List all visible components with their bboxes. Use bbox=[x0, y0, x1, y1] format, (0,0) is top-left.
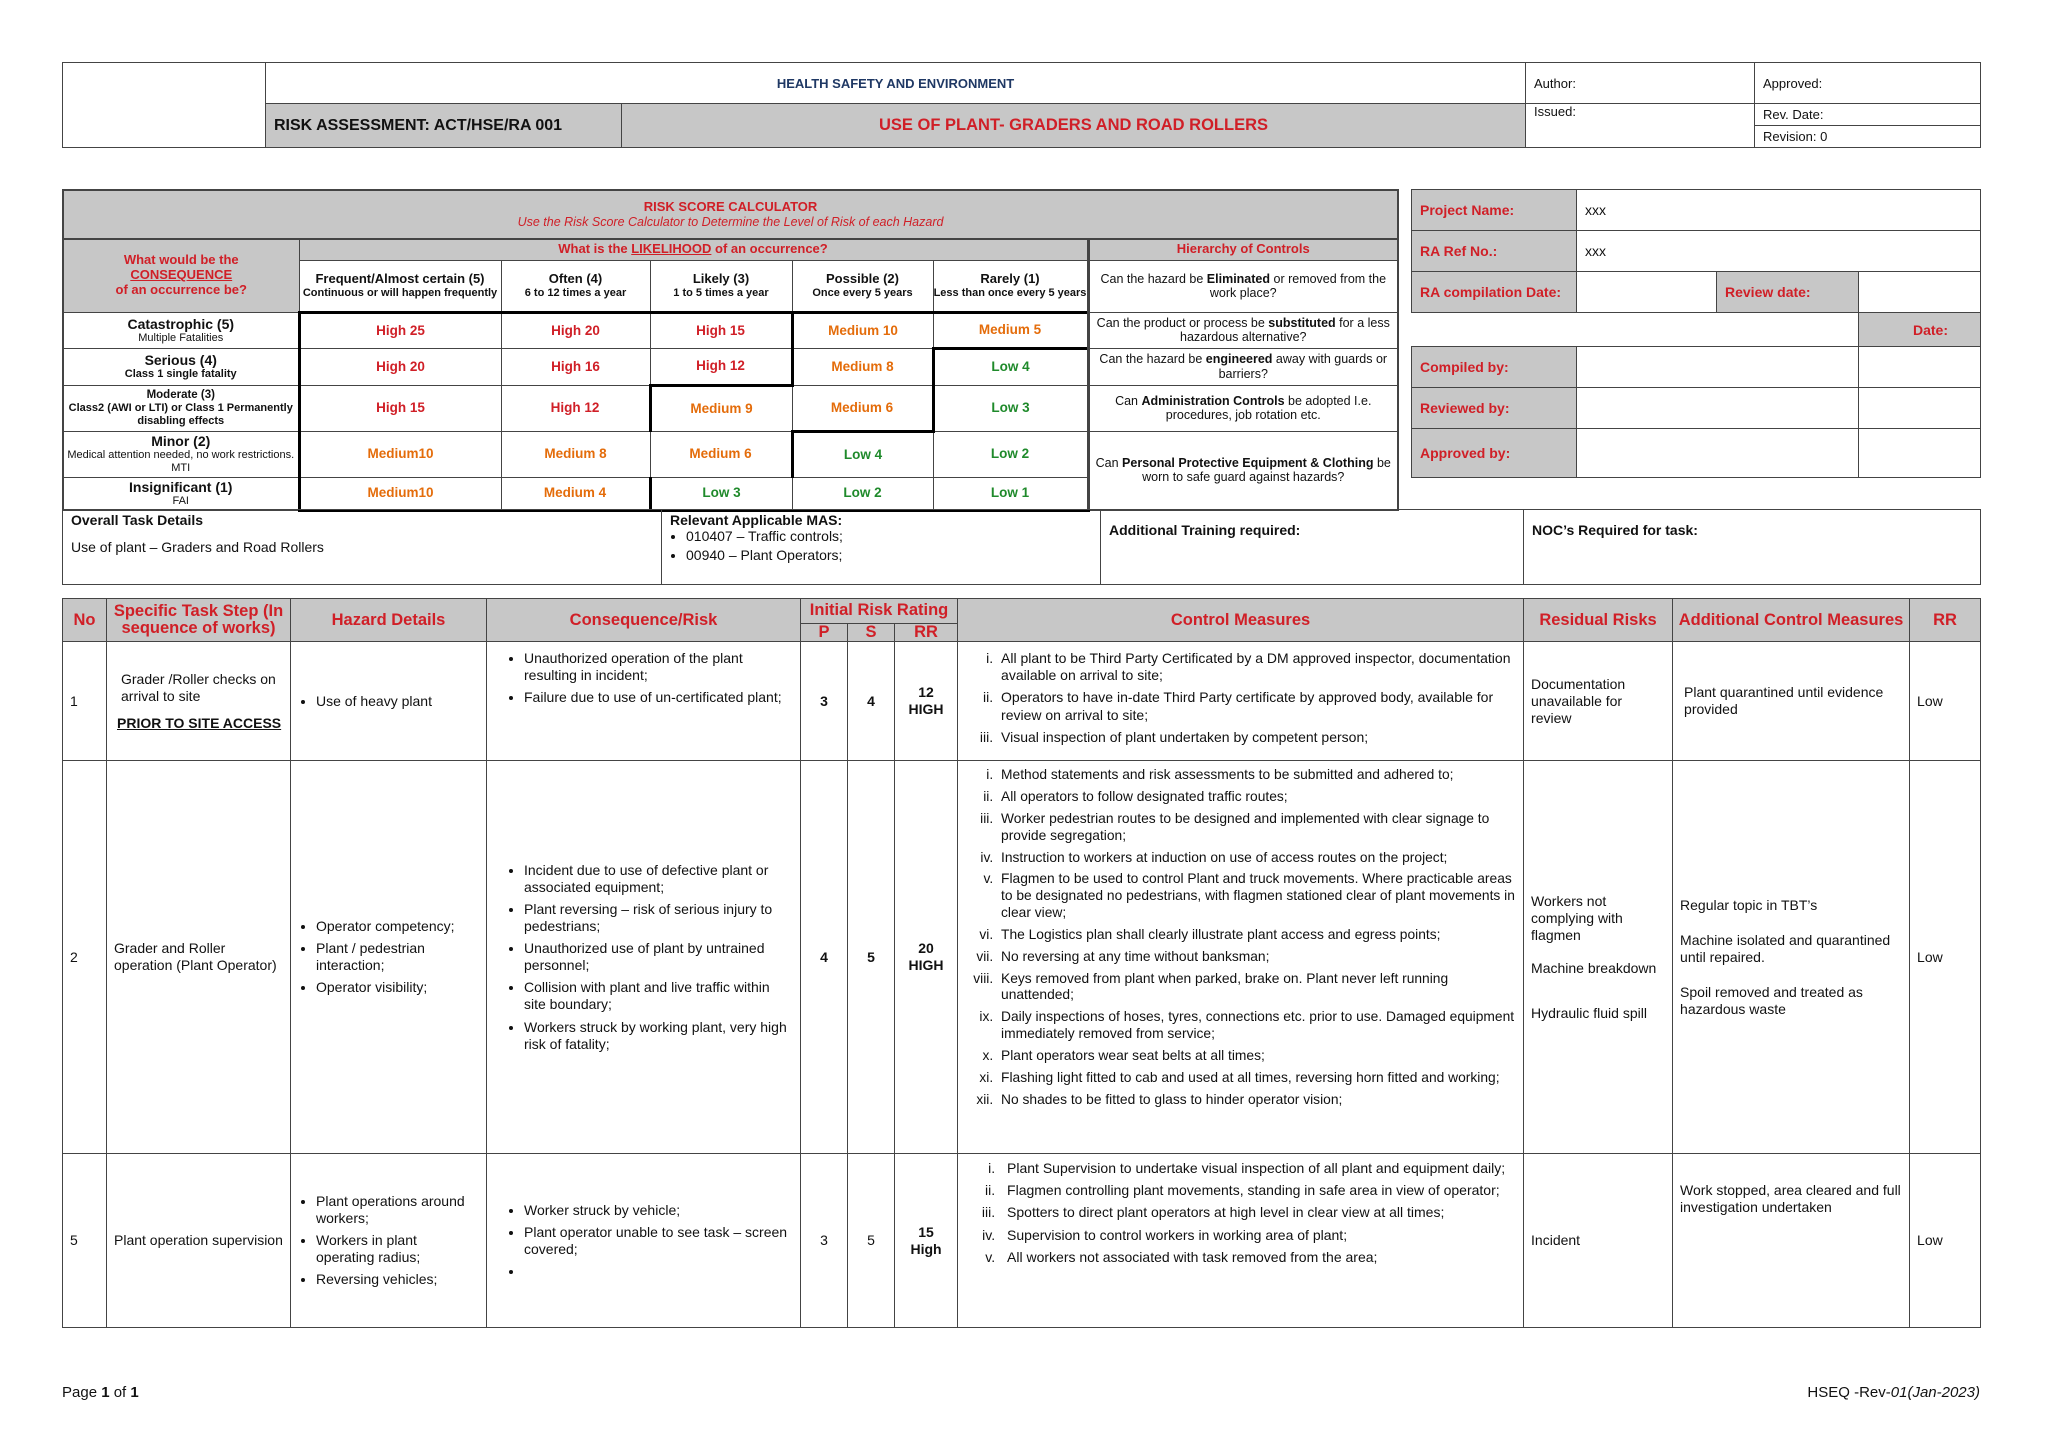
likelihood-name: Likely (3) bbox=[692, 270, 750, 286]
severity-desc: Multiple Fatalities bbox=[138, 331, 224, 344]
residual-rating: Low bbox=[1910, 761, 1981, 1154]
consequence-list bbox=[494, 862, 793, 1053]
mas-list bbox=[670, 528, 1092, 563]
control-item: iv. Supervision to control workers in working area of plant; bbox=[999, 1227, 1516, 1244]
doc-ref-prefix: HSEQ -Rev- bbox=[1807, 1384, 1891, 1401]
severity-name: Serious (4) bbox=[144, 352, 217, 369]
logo-box bbox=[63, 63, 266, 148]
additional-item: Spoil removed and treated as hazardous waste bbox=[1680, 983, 1863, 1017]
severity-desc: Class 1 single fatality bbox=[124, 368, 237, 381]
additional-item: Machine isolated and quarantined until repaired. bbox=[1680, 931, 1891, 965]
training-label: Additional Training required: bbox=[1109, 522, 1301, 538]
document-revision-ref bbox=[1807, 1384, 1980, 1401]
probability-score: 3 bbox=[801, 1154, 848, 1328]
matrix-cell: Medium 10 bbox=[792, 312, 933, 348]
severity-row-label bbox=[63, 431, 299, 477]
row-number: 1 bbox=[63, 642, 107, 761]
approved-field: Approved: bbox=[1755, 63, 1981, 104]
matrix-cell: High 16 bbox=[501, 348, 650, 385]
hierarchy-eliminate bbox=[1088, 260, 1398, 312]
hierarchy-text: be adopted I.e. procedures, job rotation etc. bbox=[1165, 393, 1372, 422]
severity-desc: FAI bbox=[172, 494, 189, 507]
additional-controls bbox=[1673, 761, 1910, 1154]
residual-rating: Low bbox=[1910, 642, 1981, 761]
calculator-title: RISK SCORE CALCULATOR bbox=[643, 198, 818, 214]
task-step-text: Plant operation supervision bbox=[114, 1232, 283, 1249]
consequence-question-keyword: CONSEQUENCE bbox=[130, 267, 233, 283]
control-item: i. All plant to be Third Party Certificated by a DM approved inspector, documentation available on arrival to site; bbox=[997, 650, 1516, 684]
severity-desc: Medical attention needed, no work restrictions. MTI bbox=[67, 449, 295, 475]
overall-task-text: Use of plant – Graders and Road Rollers bbox=[71, 539, 324, 555]
control-item: i. Plant Supervision to undertake visual inspection of all plant and equipment daily; bbox=[999, 1160, 1516, 1177]
hazard-item: • Operator visibility; bbox=[316, 979, 479, 996]
calculator-subtitle: Use the Risk Score Calculator to Determine the Level of Risk of each Hazard bbox=[517, 214, 944, 229]
control-item: vi. The Logistics plan shall clearly illustrate plant access and egress points; bbox=[997, 927, 1516, 944]
additional-controls bbox=[1673, 642, 1910, 761]
severity-score: 5 bbox=[848, 1154, 895, 1328]
hierarchy-text: or removed from the work place? bbox=[1209, 271, 1387, 300]
document-header bbox=[62, 62, 1981, 148]
training-cell bbox=[1101, 510, 1524, 585]
hierarchy-text: Can bbox=[1115, 393, 1142, 408]
mas-item: • 010407 – Traffic controls; bbox=[686, 528, 1092, 544]
review-date-value bbox=[1859, 272, 1981, 313]
control-item: ii. All operators to follow designated traffic routes; bbox=[997, 789, 1516, 806]
probability-score: 3 bbox=[801, 642, 848, 761]
matrix-cell: Medium10 bbox=[299, 477, 501, 510]
revision-field: Revision: 0 bbox=[1755, 126, 1981, 148]
consequence-item: • Plant operator unable to see task – screen covered; bbox=[524, 1224, 793, 1258]
hazard-item: • Workers in plant operating radius; bbox=[316, 1232, 479, 1266]
hierarchy-keyword: Administration Controls bbox=[1141, 393, 1285, 408]
hierarchy-text: Can bbox=[1095, 455, 1123, 470]
likelihood-desc: Less than once every 5 years bbox=[933, 286, 1087, 299]
noc-label: NOC’s Required for task: bbox=[1532, 522, 1698, 538]
overall-task-label: Overall Task Details bbox=[71, 512, 204, 528]
initial-risk-level: HIGH bbox=[908, 957, 944, 974]
matrix-cell: Medium 8 bbox=[792, 348, 933, 385]
consequence-item: • Worker struck by vehicle; bbox=[524, 1202, 793, 1219]
initial-risk-rating bbox=[895, 761, 958, 1154]
matrix-cell: Medium 8 bbox=[501, 431, 650, 477]
hazard-list bbox=[298, 693, 479, 710]
consequence-risk bbox=[487, 642, 801, 761]
control-item: iii. Spotters to direct plant operators at high level in clear view at all times; bbox=[999, 1204, 1516, 1221]
likelihood-question-post: of an occurrence? bbox=[711, 241, 828, 257]
residual-item: Documentation unavailable for review bbox=[1531, 675, 1626, 726]
page-total: 1 bbox=[130, 1384, 139, 1401]
consequence-item: • Collision with plant and live traffic within site boundary; bbox=[524, 979, 793, 1013]
ra-number: RISK ASSESSMENT: ACT/HSE/RA 001 bbox=[266, 104, 622, 148]
matrix-cell: High 20 bbox=[501, 312, 650, 348]
consequence-question-line3: of an occurrence be? bbox=[115, 282, 247, 298]
control-item: ii. Operators to have in-date Third Party certificate by approved body, available for review on arrival to site; bbox=[997, 689, 1516, 723]
control-item: x. Plant operators wear seat belts at all times; bbox=[997, 1048, 1516, 1065]
col-header-residual: Residual Risks bbox=[1524, 599, 1673, 642]
row-number: 2 bbox=[63, 761, 107, 1154]
residual-item: Hydraulic fluid spill bbox=[1531, 1004, 1647, 1021]
matrix-cell: Medium 9 bbox=[650, 385, 792, 431]
matrix-cell: High 12 bbox=[501, 385, 650, 431]
consequence-item: • Workers struck by working plant, very high risk of fatality; bbox=[524, 1019, 793, 1053]
matrix-cell: Medium 6 bbox=[792, 385, 933, 431]
matrix-cell: High 12 bbox=[650, 348, 792, 385]
task-step-text: Grader and Roller operation (Plant Operator) bbox=[114, 940, 277, 974]
initial-risk-level: HIGH bbox=[908, 701, 944, 718]
risk-score-calculator bbox=[62, 189, 1399, 512]
control-list bbox=[965, 767, 1516, 1108]
residual-risks bbox=[1524, 1154, 1673, 1328]
residual-risks bbox=[1524, 642, 1673, 761]
date-label: Date: bbox=[1859, 313, 1981, 347]
control-item: ix. Daily inspections of hoses, tyres, connections etc. prior to use. Damaged equipment immediately removed from service; bbox=[997, 1009, 1516, 1043]
col-header-initial-risk: Initial Risk Rating bbox=[801, 599, 958, 624]
ra-ref-value: xxx bbox=[1577, 231, 1981, 272]
hazard-details bbox=[291, 761, 487, 1154]
hazard-item: • Use of heavy plant bbox=[316, 693, 479, 710]
task-step-subtitle: PRIOR TO SITE ACCESS bbox=[117, 714, 282, 731]
col-header-hazard: Hazard Details bbox=[291, 599, 487, 642]
consequence-question-line1: What would be the bbox=[123, 252, 239, 268]
severity-row-label bbox=[63, 385, 299, 431]
compiled-by-value bbox=[1577, 347, 1859, 388]
likelihood-header bbox=[650, 260, 792, 312]
likelihood-header bbox=[933, 260, 1088, 312]
severity-desc: Class2 (AWI or LTI) or Class 1 Permanently disabling effects bbox=[68, 401, 293, 427]
matrix-cell: Medium10 bbox=[299, 431, 501, 477]
likelihood-header bbox=[299, 260, 501, 312]
task-step bbox=[107, 1154, 291, 1328]
consequence-item: • Failure due to use of un-certificated plant; bbox=[524, 689, 793, 706]
residual-item: Machine breakdown bbox=[1531, 959, 1657, 976]
matrix-cell: High 15 bbox=[650, 312, 792, 348]
task-step bbox=[107, 761, 291, 1154]
col-header-additional: Additional Control Measures bbox=[1673, 599, 1910, 642]
hierarchy-text: Can the product or process be bbox=[1096, 315, 1269, 330]
hazard-list bbox=[298, 918, 479, 996]
matrix-cell: Low 2 bbox=[792, 477, 933, 510]
likelihood-question-pre: What is the bbox=[558, 241, 632, 257]
control-item: iii. Visual inspection of plant undertaken by competent person; bbox=[997, 729, 1516, 746]
mas-item: • 00940 – Plant Operators; bbox=[686, 547, 1092, 563]
matrix-cell: Medium 6 bbox=[650, 431, 792, 477]
consequence-risk bbox=[487, 761, 801, 1154]
severity-row-label bbox=[63, 348, 299, 385]
mas-cell bbox=[662, 510, 1101, 585]
additional-controls bbox=[1673, 1154, 1910, 1328]
severity-score: 5 bbox=[848, 761, 895, 1154]
severity-name: Moderate (3) bbox=[146, 388, 215, 401]
control-item: v. Flagmen to be used to control Plant and truck movements. Where practicable areas to be designated no pedestrians, with flagmen stationed clear of plant movements in clear view; bbox=[997, 871, 1516, 921]
likelihood-name: Rarely (1) bbox=[980, 270, 1040, 286]
page-number bbox=[62, 1384, 139, 1401]
consequence-question bbox=[63, 239, 299, 312]
likelihood-header bbox=[501, 260, 650, 312]
likelihood-question-keyword: LIKELIHOOD bbox=[631, 241, 712, 257]
control-measures bbox=[958, 761, 1524, 1154]
consequence-list bbox=[494, 650, 793, 706]
table-row bbox=[63, 642, 1981, 761]
hazard-item: • Reversing vehicles; bbox=[316, 1271, 479, 1288]
control-measures bbox=[958, 642, 1524, 761]
hierarchy-engineer bbox=[1088, 348, 1398, 385]
initial-risk-number: 15 bbox=[918, 1223, 934, 1240]
matrix-cell: Low 3 bbox=[650, 477, 792, 510]
document-title: USE OF PLANT- GRADERS AND ROAD ROLLERS bbox=[622, 104, 1526, 148]
hazard-item: • Plant operations around workers; bbox=[316, 1193, 479, 1227]
consequence-item: • Unauthorized use of plant by untrained personnel; bbox=[524, 940, 793, 974]
compiled-by-label: Compiled by: bbox=[1412, 347, 1577, 388]
page-current: 1 bbox=[101, 1384, 110, 1401]
severity-row-label bbox=[63, 312, 299, 348]
col-header-consequence: Consequence/Risk bbox=[487, 599, 801, 642]
likelihood-desc: Continuous or will happen frequently bbox=[302, 286, 498, 299]
severity-name: Insignificant (1) bbox=[129, 478, 233, 495]
approved-date-value bbox=[1859, 429, 1981, 478]
additional-item: Plant quarantined until evidence provided bbox=[1684, 684, 1884, 718]
doc-ref-date: 01(Jan-2023) bbox=[1890, 1384, 1980, 1401]
project-name-label: Project Name: bbox=[1412, 190, 1577, 231]
compilation-date-value bbox=[1577, 272, 1717, 313]
hierarchy-ppe bbox=[1088, 431, 1398, 510]
col-header-step: Specific Task Step (In sequence of works) bbox=[107, 599, 291, 642]
blank-cell bbox=[1412, 313, 1859, 347]
likelihood-name: Often (4) bbox=[548, 270, 603, 286]
likelihood-desc: 6 to 12 times a year bbox=[524, 286, 627, 299]
review-date-label: Review date: bbox=[1717, 272, 1859, 313]
likelihood-name: Possible (2) bbox=[826, 270, 899, 286]
matrix-cell: Low 3 bbox=[933, 385, 1088, 431]
hierarchy-text: be worn to safe guard against hazards? bbox=[1142, 455, 1391, 485]
rev-date-field: Rev. Date: bbox=[1755, 104, 1981, 126]
approved-by-label: Approved by: bbox=[1412, 429, 1577, 478]
consequence-list bbox=[494, 1202, 793, 1280]
risk-assessment-table bbox=[62, 598, 1981, 1328]
severity-row-label bbox=[63, 477, 299, 510]
reviewed-by-value bbox=[1577, 388, 1859, 429]
consequence-risk bbox=[487, 1154, 801, 1328]
task-step bbox=[107, 642, 291, 761]
initial-risk-number: 12 bbox=[918, 684, 934, 701]
severity-name: Minor (2) bbox=[151, 433, 211, 450]
mas-label: Relevant Applicable MAS: bbox=[670, 512, 843, 528]
control-item: i. Method statements and risk assessments to be submitted and adhered to; bbox=[997, 767, 1516, 784]
matrix-cell: High 15 bbox=[299, 385, 501, 431]
consequence-item: • Plant reversing – risk of serious injury to pedestrians; bbox=[524, 901, 793, 935]
initial-risk-rating bbox=[895, 1154, 958, 1328]
matrix-cell: Low 4 bbox=[933, 348, 1088, 385]
col-header-control: Control Measures bbox=[958, 599, 1524, 642]
ra-ref-label: RA Ref No.: bbox=[1412, 231, 1577, 272]
matrix-cell: Medium 5 bbox=[933, 312, 1088, 348]
hazard-item: • Operator competency; bbox=[316, 918, 479, 935]
issued-field: Issued: bbox=[1526, 104, 1755, 148]
hazard-item: • Plant / pedestrian interaction; bbox=[316, 940, 479, 974]
control-measures bbox=[958, 1154, 1524, 1328]
hierarchy-text: Can the hazard be bbox=[1099, 352, 1206, 367]
control-item: viii. Keys removed from plant when parked, brake on. Plant never left running unattended; bbox=[997, 971, 1516, 1005]
probability-score: 4 bbox=[801, 761, 848, 1154]
matrix-cell: Low 4 bbox=[792, 431, 933, 477]
task-step-text: Grader /Roller checks on arrival to site bbox=[121, 670, 276, 704]
control-list bbox=[965, 650, 1516, 745]
calculator-title-bar bbox=[63, 190, 1398, 239]
likelihood-question bbox=[299, 239, 1088, 260]
page-of: of bbox=[109, 1384, 131, 1401]
initial-risk-number: 20 bbox=[918, 940, 934, 957]
project-info bbox=[1411, 189, 1981, 478]
table-row bbox=[63, 1154, 1981, 1328]
residual-item: Incident bbox=[1531, 1232, 1581, 1249]
col-header-no: No bbox=[63, 599, 107, 642]
consequence-item: • Incident due to use of defective plant or associated equipment; bbox=[524, 862, 793, 896]
initial-risk-level: High bbox=[910, 1240, 942, 1257]
likelihood-desc: Once every 5 years bbox=[812, 286, 913, 299]
hierarchy-administration bbox=[1088, 385, 1398, 431]
residual-rating: Low bbox=[1910, 1154, 1981, 1328]
noc-cell bbox=[1524, 510, 1981, 585]
hierarchy-title: Hierarchy of Controls bbox=[1088, 239, 1398, 260]
row-number: 5 bbox=[63, 1154, 107, 1328]
matrix-cell: Low 1 bbox=[933, 477, 1088, 510]
severity-score: 4 bbox=[848, 642, 895, 761]
hazard-list bbox=[298, 1193, 479, 1288]
matrix-cell: High 20 bbox=[299, 348, 501, 385]
hierarchy-text: away with guards or barriers? bbox=[1218, 352, 1388, 381]
control-item: ii. Flagmen controlling plant movements, standing in safe area in view of operator; bbox=[999, 1182, 1516, 1199]
col-header-p: P bbox=[801, 624, 848, 642]
consequence-item: • Unauthorized operation of the plant resulting in incident; bbox=[524, 650, 793, 684]
control-item: iii. Worker pedestrian routes to be designed and implemented with clear signage to provide segregation; bbox=[997, 811, 1516, 845]
page-prefix: Page bbox=[62, 1384, 102, 1401]
compiled-date-value bbox=[1859, 347, 1981, 388]
col-header-rr: RR bbox=[1910, 599, 1981, 642]
residual-risks bbox=[1524, 761, 1673, 1154]
hierarchy-substitute bbox=[1088, 312, 1398, 348]
overall-task-section bbox=[62, 509, 1981, 585]
hierarchy-text: Can the hazard be bbox=[1100, 271, 1207, 286]
control-item: vii. No reversing at any time without banksman; bbox=[997, 949, 1516, 966]
hierarchy-keyword: Eliminated bbox=[1206, 271, 1271, 286]
project-name-value: xxx bbox=[1577, 190, 1981, 231]
residual-item: Workers not complying with flagmen bbox=[1531, 892, 1623, 943]
col-header-rr-initial: RR bbox=[895, 624, 958, 642]
col-header-s: S bbox=[848, 624, 895, 642]
initial-risk-rating bbox=[895, 642, 958, 761]
consequence-item bbox=[524, 1263, 793, 1280]
likelihood-desc: 1 to 5 times a year bbox=[673, 286, 769, 299]
control-item: xi. Flashing light fitted to cab and used at all times, reversing horn fitted and working; bbox=[997, 1070, 1516, 1087]
matrix-cell: Medium 4 bbox=[501, 477, 650, 510]
control-item: xii. No shades to be fitted to glass to hinder operator vision; bbox=[997, 1092, 1516, 1109]
additional-item: Regular topic in TBT’s bbox=[1680, 896, 1818, 913]
hierarchy-keyword: Personal Protective Equipment & Clothing bbox=[1122, 455, 1374, 470]
table-row bbox=[63, 761, 1981, 1154]
hierarchy-keyword: engineered bbox=[1205, 352, 1273, 367]
control-item: v. All workers not associated with task removed from the area; bbox=[999, 1249, 1516, 1266]
approved-by-value bbox=[1577, 429, 1859, 478]
severity-name: Catastrophic (5) bbox=[127, 315, 235, 332]
reviewed-date-value bbox=[1859, 388, 1981, 429]
control-list bbox=[965, 1160, 1516, 1265]
hazard-details bbox=[291, 642, 487, 761]
matrix-cell: High 25 bbox=[299, 312, 501, 348]
reviewed-by-label: Reviewed by: bbox=[1412, 388, 1577, 429]
hazard-details bbox=[291, 1154, 487, 1328]
likelihood-header bbox=[792, 260, 933, 312]
control-item: iv. Instruction to workers at induction on use of access routes on the project; bbox=[997, 850, 1516, 867]
department-title: HEALTH SAFETY AND ENVIRONMENT bbox=[266, 63, 1526, 104]
overall-task-cell bbox=[63, 510, 662, 585]
author-field: Author: bbox=[1526, 63, 1755, 104]
additional-item: Work stopped, area cleared and full investigation undertaken bbox=[1680, 1182, 1901, 1216]
hierarchy-text: for a less hazardous alternative? bbox=[1180, 315, 1390, 344]
compilation-date-label: RA compilation Date: bbox=[1412, 272, 1577, 313]
likelihood-name: Frequent/Almost certain (5) bbox=[315, 270, 485, 286]
matrix-cell: Low 2 bbox=[933, 431, 1088, 477]
hierarchy-keyword: substituted bbox=[1268, 315, 1336, 330]
